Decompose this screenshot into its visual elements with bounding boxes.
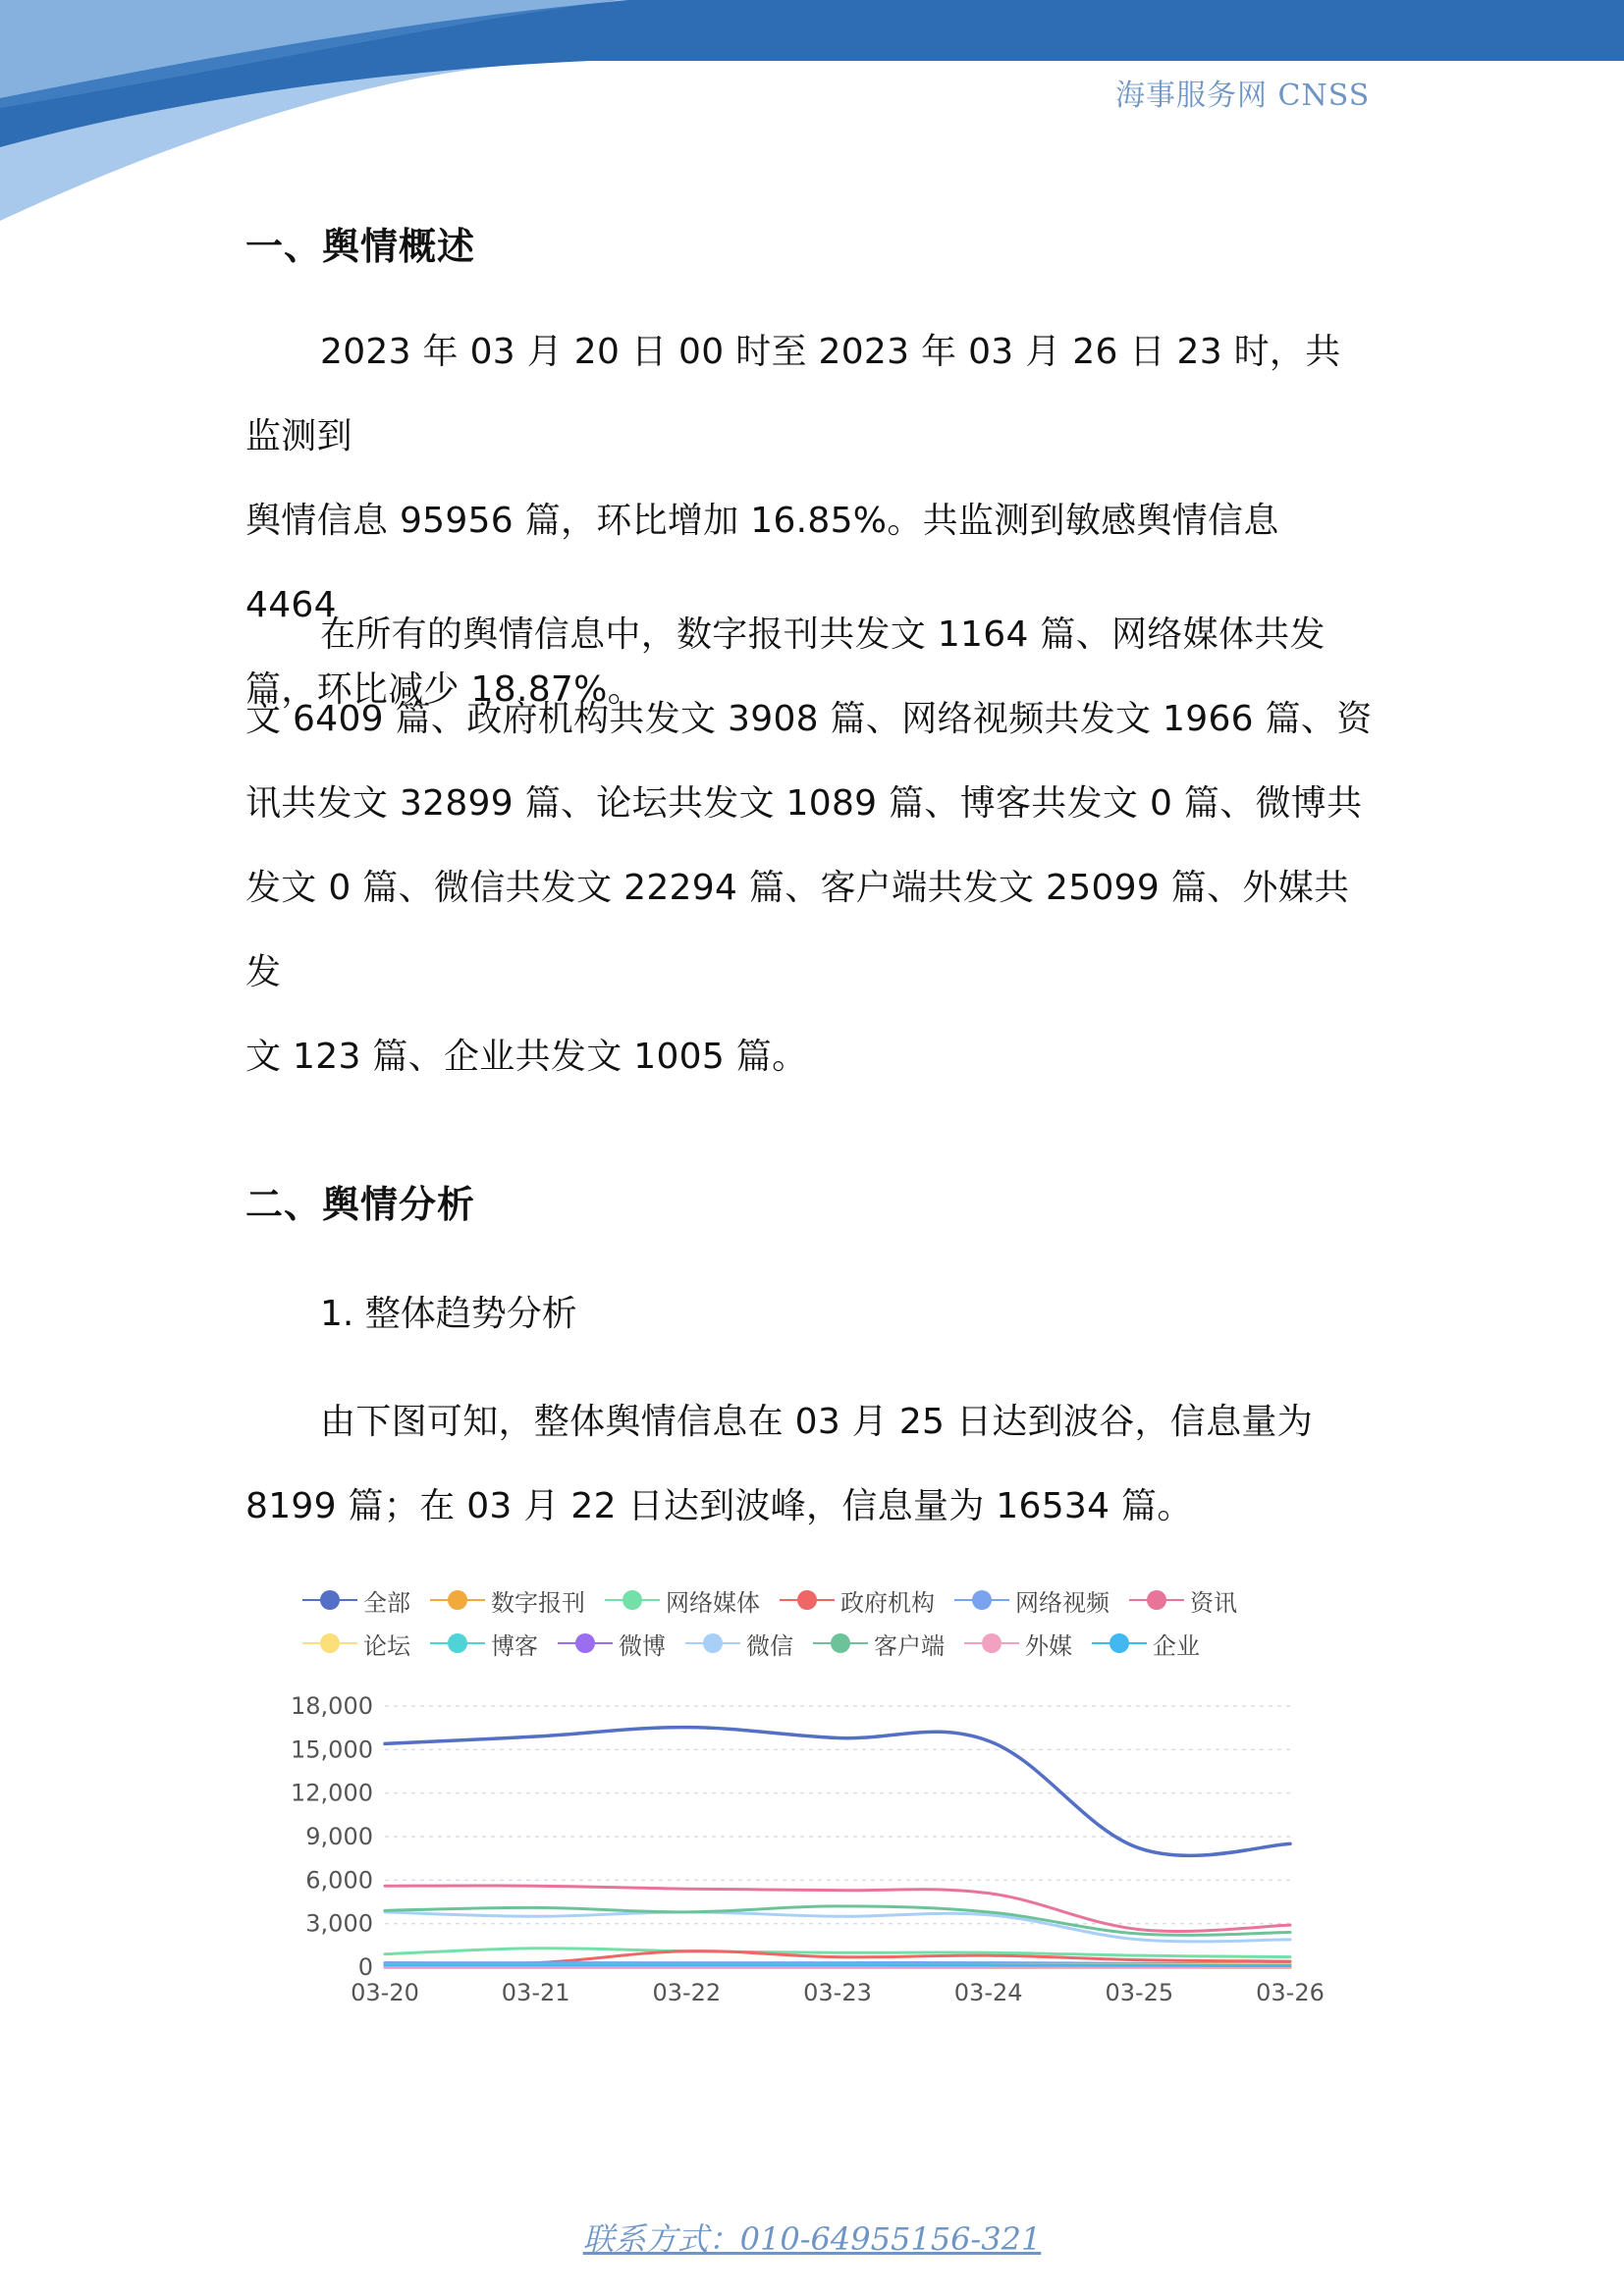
- section-title-analysis: 二、舆情分析: [245, 1183, 476, 1226]
- legend-label: 论坛: [363, 1631, 410, 1660]
- legend-label: 企业: [1153, 1631, 1200, 1660]
- text-line: 舆情信息 95956 篇，环比增加 16.85%。共监测到敏感舆情信息 4464: [245, 501, 1279, 625]
- y-tick-label: 0: [357, 1953, 373, 1981]
- text-line: 2023 年 03 月 20 日 00 时至 2023 年 03 月 26 日 23 时，共监测到: [245, 332, 1341, 456]
- chart-plot: [275, 1578, 1335, 2020]
- legend-label: 数字报刊: [491, 1588, 585, 1617]
- text-line: 篇，环比减少 18.87%。: [245, 669, 643, 710]
- overview-paragraph-2: [245, 593, 1375, 1099]
- footer-contact[interactable]: 联系方式：010-64955156-321: [582, 2220, 1042, 2258]
- y-tick-label: 12,000: [291, 1779, 373, 1807]
- series-line: [385, 1912, 1290, 1942]
- y-tick-label: 18,000: [291, 1692, 373, 1720]
- text-line: 发文 0 篇、微信共发文 22294 篇、客户端共发文 25099 篇、外媒共发: [245, 868, 1350, 992]
- legend-label: 客户端: [874, 1631, 945, 1660]
- trend-chart: [275, 1578, 1335, 2020]
- text-line: 文 6409 篇、政府机构共发文 3908 篇、网络视频共发文 1966 篇、资: [245, 699, 1373, 739]
- text-line: 由下图可知，整体舆情信息在 03 月 25 日达到波谷，信息量为: [320, 1402, 1313, 1442]
- legend-label: 外媒: [1025, 1631, 1072, 1660]
- legend-label: 网络视频: [1015, 1588, 1110, 1617]
- legend-label: 网络媒体: [666, 1588, 760, 1617]
- text-line: 8199 篇；在 03 月 22 日达到波峰，信息量为 16534 篇。: [245, 1486, 1193, 1526]
- text-line: 讯共发文 32899 篇、论坛共发文 1089 篇、博客共发文 0 篇、微博共: [245, 783, 1363, 824]
- x-tick-label: 03-22: [652, 1979, 722, 2006]
- text-line: 在所有的舆情信息中，数字报刊共发文 1164 篇、网络媒体共发: [320, 614, 1326, 655]
- trend-paragraph: [245, 1380, 1375, 1549]
- x-tick-label: 03-23: [803, 1979, 872, 2006]
- y-tick-label: 6,000: [305, 1866, 373, 1895]
- legend-label: 博客: [491, 1631, 538, 1660]
- subsection-title-trend: 1. 整体趋势分析: [320, 1294, 577, 1334]
- series-line: [385, 1965, 1290, 1966]
- x-tick-label: 03-21: [501, 1979, 570, 2006]
- section-title-overview: 一、舆情概述: [245, 225, 476, 268]
- legend-label: 政府机构: [840, 1588, 935, 1617]
- legend-label: 微博: [619, 1631, 666, 1660]
- text-line: 文 123 篇、企业共发文 1005 篇。: [245, 1037, 808, 1077]
- y-tick-label: 9,000: [305, 1823, 373, 1850]
- x-tick-label: 03-26: [1256, 1979, 1325, 2006]
- legend-label: 资讯: [1190, 1588, 1237, 1617]
- legend-label: 微信: [746, 1631, 793, 1660]
- x-tick-label: 03-25: [1105, 1979, 1174, 2006]
- x-tick-label: 03-20: [351, 1979, 419, 2006]
- legend-label: 全部: [363, 1588, 410, 1617]
- header-wave-decoration: [0, 0, 1624, 294]
- y-tick-label: 3,000: [305, 1909, 373, 1938]
- x-tick-label: 03-24: [953, 1979, 1023, 2006]
- y-tick-label: 15,000: [291, 1735, 373, 1764]
- header-brand: 海事服务网 CNSS: [1115, 79, 1371, 113]
